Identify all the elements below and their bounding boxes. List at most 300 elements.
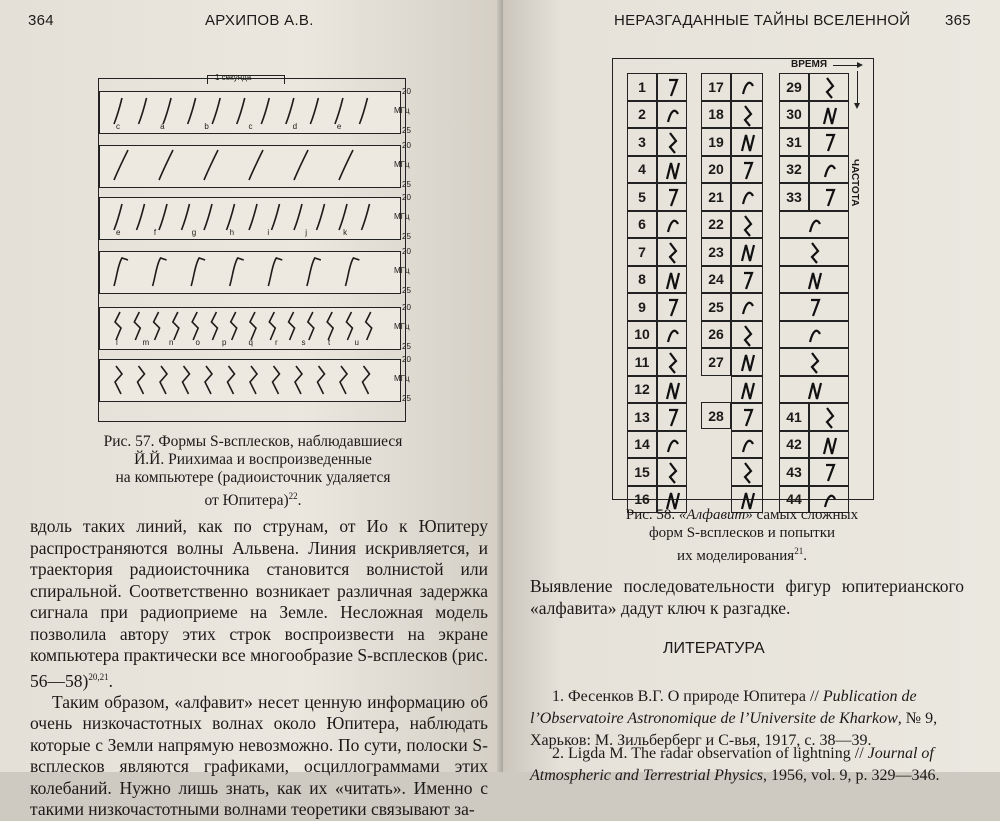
freq-bottom-label: 25 <box>402 232 411 241</box>
burst-mark <box>237 98 245 124</box>
grid-glyph-cell <box>809 458 849 486</box>
glyph-drawing <box>732 432 764 460</box>
freq-unit-label: МГц <box>394 160 410 169</box>
burst-mark <box>250 366 257 394</box>
grid-glyph-cell <box>731 128 763 156</box>
burst-mark <box>183 366 190 394</box>
glyph-drawing <box>810 74 850 102</box>
grid-glyph-cell <box>809 403 849 431</box>
glyph-stroke <box>812 243 818 263</box>
glyph-stroke <box>825 495 835 506</box>
grid-glyph-cell <box>731 403 763 431</box>
strip-letter: q <box>248 338 253 347</box>
strip-letter: d <box>292 122 298 131</box>
strip-letter: e <box>116 228 121 237</box>
grid-number-cell: 20 <box>701 156 731 184</box>
burst-mark <box>249 204 257 230</box>
glyph-stroke <box>812 353 818 373</box>
strip-letter: m <box>142 338 150 347</box>
burst-mark <box>345 258 359 286</box>
burst-mark <box>295 366 302 394</box>
strip-letter: n <box>169 338 174 347</box>
grid-number-cell: 9 <box>627 293 657 321</box>
glyph-drawing <box>732 294 764 322</box>
glyph-drawing <box>810 404 850 432</box>
burst-strip <box>99 87 411 135</box>
figure-57 <box>98 73 411 422</box>
glyph-drawing <box>658 212 688 240</box>
grid-glyph-cell <box>657 458 687 486</box>
burst-mark <box>366 312 372 340</box>
grid-number-cell: 10 <box>627 321 657 349</box>
glyph-drawing <box>732 239 764 267</box>
glyph-stroke <box>668 440 678 451</box>
caption-58-line-2: форм S-всплесков и попытки <box>648 525 836 541</box>
grid-number-cell: 44 <box>779 486 809 514</box>
burst-mark <box>204 150 218 180</box>
grid-glyph-cell <box>657 238 687 266</box>
grid-number-cell: 26 <box>701 321 731 349</box>
strip-letter: r <box>275 338 278 347</box>
figure-58-caption <box>612 506 872 565</box>
burst-mark <box>261 98 269 124</box>
glyph-drawing <box>780 349 850 377</box>
glyph-drawing <box>732 322 764 350</box>
caption-line-4: от Юпитера)$^{22}$. <box>204 491 302 510</box>
strip-plot <box>100 252 400 293</box>
right-page-number: 365 <box>945 12 971 29</box>
glyph-stroke <box>827 408 833 428</box>
grid-glyph-cell <box>779 376 849 404</box>
freq-bottom-label: 25 <box>402 394 411 403</box>
grid-glyph-cell <box>779 266 849 294</box>
grid-glyph-cell <box>731 156 763 184</box>
burst-mark <box>188 98 196 124</box>
glyph-stroke <box>810 330 820 341</box>
glyph-stroke <box>743 440 753 451</box>
grid-glyph-cell <box>809 183 849 211</box>
time-label: ВРЕМЯ <box>791 59 828 70</box>
grid-number-cell: 6 <box>627 211 657 239</box>
strip-letter: j <box>305 228 308 237</box>
grid-number-cell: 18 <box>701 101 731 129</box>
grid-glyph-cell <box>657 183 687 211</box>
grid-glyph-cell <box>657 321 687 349</box>
glyph-drawing <box>732 404 764 432</box>
burst-mark <box>137 204 145 230</box>
glyph-drawing <box>732 74 764 102</box>
grid-glyph-cell <box>731 101 763 129</box>
grid-number-cell: 42 <box>779 431 809 459</box>
burst-mark <box>160 366 167 394</box>
grid-glyph-cell <box>657 348 687 376</box>
freq-bottom-label: 25 <box>402 126 411 135</box>
right-body-text: Выявление последовательности фигур юпитерианского «алфавита» дадут ключ к разгадке. <box>530 576 964 618</box>
grid-glyph-cell <box>657 211 687 239</box>
time-arrowhead-icon <box>857 62 863 68</box>
strip-letter: i <box>267 228 270 237</box>
glyph-stroke <box>669 190 677 206</box>
grid-number-cell: 30 <box>779 101 809 129</box>
grid-number-cell: 22 <box>701 211 731 239</box>
burst-mark <box>163 98 171 124</box>
freq-arrow <box>857 71 858 105</box>
grid-glyph-cell <box>657 128 687 156</box>
burst-mark <box>159 204 167 230</box>
burst-mark <box>268 258 282 286</box>
grid-number-cell: 24 <box>701 266 731 294</box>
grid-glyph-cell <box>731 266 763 294</box>
glyph-stroke <box>742 135 754 151</box>
glyph-stroke <box>827 78 833 98</box>
grid-number-cell: 5 <box>627 183 657 211</box>
time-arrow <box>833 65 857 66</box>
freq-top-label: 20 <box>402 247 411 256</box>
grid-glyph-cell <box>731 321 763 349</box>
burst-mark <box>249 150 263 180</box>
grid-glyph-cell <box>731 238 763 266</box>
grid-glyph-cell <box>657 101 687 129</box>
burst-mark <box>192 312 198 340</box>
glyph-stroke <box>744 163 752 179</box>
burst-mark <box>211 312 217 340</box>
burst-strip <box>99 247 411 295</box>
burst-mark <box>250 312 256 340</box>
grid-glyph-cell <box>731 183 763 211</box>
right-running-header: НЕРАЗГАДАННЫЕ ТАЙНЫ ВСЕЛЕННОЙ <box>614 12 911 29</box>
burst-mark <box>273 366 280 394</box>
left-running-header: АРХИПОВ А.В. <box>205 12 314 29</box>
glyph-stroke <box>670 353 676 373</box>
burst-mark <box>362 204 370 230</box>
caption-line-3: на компьютере (радиоисточник удаляется <box>115 469 391 486</box>
burst-mark <box>227 204 235 230</box>
glyph-drawing <box>780 377 850 405</box>
freq-top-label: 20 <box>402 355 411 364</box>
glyph-stroke <box>826 465 834 481</box>
grid-glyph-cell <box>657 266 687 294</box>
strip-letter: l <box>116 338 118 347</box>
burst-strip <box>99 141 411 189</box>
grid-number-cell: 32 <box>779 156 809 184</box>
strip-letter: f <box>153 228 157 237</box>
grid-number-cell: 3 <box>627 128 657 156</box>
glyph-drawing <box>732 349 764 377</box>
grid-glyph-cell <box>731 348 763 376</box>
glyph-drawing <box>810 459 850 487</box>
grid-number-cell: 15 <box>627 458 657 486</box>
strip-plot <box>100 360 400 401</box>
glyph-stroke <box>745 463 751 483</box>
burst-mark <box>310 98 318 124</box>
strip-letter: o <box>195 338 200 347</box>
grid-number-cell: 13 <box>627 403 657 431</box>
burst-mark <box>340 366 347 394</box>
grid-number-cell: 16 <box>627 486 657 514</box>
glyph-stroke <box>809 273 821 289</box>
burst-mark <box>115 312 121 340</box>
grid-number-cell: 29 <box>779 73 809 101</box>
glyph-drawing <box>810 157 850 185</box>
grid-number-cell: 43 <box>779 458 809 486</box>
glyph-stroke <box>825 165 835 176</box>
glyph-drawing <box>658 432 688 460</box>
strip-letter: c <box>248 122 253 131</box>
strip-letter: b <box>204 122 209 131</box>
glyph-stroke <box>668 220 678 231</box>
strip-letter: g <box>191 228 197 237</box>
glyph-drawing <box>658 184 688 212</box>
grid-glyph-cell <box>731 211 763 239</box>
left-body-text <box>30 516 488 821</box>
glyph-drawing <box>732 157 764 185</box>
freq-top-label: 20 <box>402 193 411 202</box>
glyph-stroke <box>670 463 676 483</box>
grid-number-cell: 17 <box>701 73 731 101</box>
burst-mark <box>317 204 325 230</box>
grid-glyph-cell <box>657 156 687 184</box>
strip-letter: e <box>336 122 342 131</box>
grid-number-cell: 11 <box>627 348 657 376</box>
caption-58-line-3: их моделирования$^{21}$. <box>677 546 807 564</box>
burst-mark <box>327 312 333 340</box>
grid-glyph-cell <box>809 128 849 156</box>
glyph-drawing <box>658 322 688 350</box>
burst-strip <box>99 355 411 403</box>
glyph-stroke <box>745 106 751 126</box>
glyph-stroke <box>667 273 679 289</box>
glyph-stroke <box>667 163 679 179</box>
burst-mark <box>139 98 147 124</box>
glyph-drawing <box>810 184 850 212</box>
burst-mark <box>154 312 160 340</box>
grid-glyph-cell <box>657 431 687 459</box>
burst-mark <box>134 312 140 340</box>
glyph-drawing <box>658 129 688 157</box>
strip-letter: p <box>222 338 227 347</box>
glyph-stroke <box>669 300 677 316</box>
glyph-drawing <box>658 349 688 377</box>
burst-mark <box>231 312 237 340</box>
glyph-stroke <box>809 383 821 399</box>
grid-number-cell: 33 <box>779 183 809 211</box>
glyph-stroke <box>745 216 751 236</box>
burst-mark <box>230 258 244 286</box>
glyph-stroke <box>669 410 677 426</box>
freq-label: ЧАСТОТА <box>849 159 860 207</box>
glyph-drawing <box>732 377 764 405</box>
burst-mark <box>138 366 145 394</box>
glyph-drawing <box>658 459 688 487</box>
burst-mark <box>114 150 128 180</box>
grid-number-cell: 2 <box>627 101 657 129</box>
burst-mark <box>212 98 220 124</box>
freq-bottom-label: 25 <box>402 342 411 351</box>
grid-glyph-cell <box>657 403 687 431</box>
grid-number-cell: 4 <box>627 156 657 184</box>
glyph-drawing <box>810 432 850 460</box>
burst-mark <box>115 366 122 394</box>
strip-letter: t <box>328 338 331 347</box>
grid-number-cell: 8 <box>627 266 657 294</box>
freq-top-label: 20 <box>402 141 411 150</box>
glyph-drawing <box>732 184 764 212</box>
grid-glyph-cell <box>809 156 849 184</box>
paragraph-1: вдоль таких линий, как по струнам, от Ио к Юпитеру распространяются волны Альвена. Линия искривляется, и траектория радиоисточника становится волнистой или спиральной. Соответственно возникает различная задержка сигнала при радиоприеме на Земле. Несложная модель позволила автору этих строк воспроизвести на экране компьютера практически все многообразие S-всплесков (рис. 56—58)$^{20,21}$. <box>30 516 488 691</box>
grid-glyph-cell <box>809 73 849 101</box>
grid-glyph-cell <box>731 293 763 321</box>
burst-mark <box>204 204 212 230</box>
glyph-stroke <box>667 383 679 399</box>
burst-mark <box>294 204 302 230</box>
burst-strip <box>99 303 411 351</box>
glyph-drawing <box>780 267 850 295</box>
glyph-drawing <box>810 129 850 157</box>
glyph-drawing <box>658 404 688 432</box>
grid-glyph-cell <box>809 431 849 459</box>
burst-mark <box>269 312 275 340</box>
grid-number-cell: 25 <box>701 293 731 321</box>
glyph-stroke <box>668 330 678 341</box>
glyph-stroke <box>826 135 834 151</box>
burst-mark <box>308 312 314 340</box>
burst-mark <box>114 98 122 124</box>
glyph-stroke <box>670 243 676 263</box>
glyph-stroke <box>826 190 834 206</box>
strip-letter: c <box>116 122 120 131</box>
burst-strip <box>99 193 411 241</box>
burst-mark <box>272 204 280 230</box>
burst-mark <box>346 312 352 340</box>
grid-glyph-cell <box>779 238 849 266</box>
glyph-drawing <box>780 294 850 322</box>
strip-plot <box>100 198 400 239</box>
burst-mark <box>173 312 179 340</box>
literature-title: ЛИТЕРАТУРА <box>663 640 765 657</box>
burst-mark <box>294 150 308 180</box>
burst-mark <box>289 312 295 340</box>
glyph-drawing <box>732 102 764 130</box>
burst-mark <box>307 258 321 286</box>
strip-plot <box>100 146 400 187</box>
glyph-drawing <box>732 267 764 295</box>
glyph-drawing <box>732 459 764 487</box>
burst-mark <box>318 366 325 394</box>
reference-1: 1. Фесенков В.Г. О природе Юпитера // Publication de l’Observatoire Astronomique de l’Universite de Kharkow, № 9, Харьков: М. Зильберберг и С-вья, 1917, с. 38—39. <box>530 688 938 749</box>
glyph-stroke <box>669 80 677 96</box>
freq-arrowhead-icon <box>854 103 860 109</box>
burst-mark <box>159 150 173 180</box>
grid-number-cell: 7 <box>627 238 657 266</box>
glyph-stroke <box>742 383 754 399</box>
glyph-drawing <box>658 157 688 185</box>
glyph-drawing <box>658 74 688 102</box>
glyph-stroke <box>811 300 819 316</box>
glyph-stroke <box>810 220 820 231</box>
grid-glyph-cell <box>657 73 687 101</box>
grid-number-cell: 19 <box>701 128 731 156</box>
caption-line-2: Й.Й. Риихимаа и воспроизведенные <box>134 451 372 468</box>
strip-letter: u <box>354 338 359 347</box>
glyph-stroke <box>744 273 752 289</box>
caption-line-1: Рис. 57. Формы S-всплесков, наблюдавшиеся <box>103 433 403 450</box>
burst-mark <box>363 366 370 394</box>
glyph-stroke <box>670 133 676 153</box>
strip-letter: h <box>229 228 235 237</box>
figure-58-alphabet-grid <box>612 58 874 508</box>
grid-number-cell: 28 <box>701 402 731 430</box>
freq-unit-label: МГц <box>394 322 410 331</box>
grid-number-cell: 21 <box>701 183 731 211</box>
glyph-drawing <box>780 212 850 240</box>
burst-mark <box>205 366 212 394</box>
grid-number-cell: 31 <box>779 128 809 156</box>
freq-top-label: 20 <box>402 303 411 312</box>
glyph-stroke <box>743 303 753 314</box>
grid-glyph-cell <box>731 73 763 101</box>
freq-unit-label: МГц <box>394 374 410 383</box>
strip-letter: a <box>160 122 165 131</box>
burst-mark <box>182 204 190 230</box>
glyph-drawing <box>658 102 688 130</box>
strip-letter: k <box>343 228 348 237</box>
glyph-stroke <box>824 108 836 124</box>
grid-number-cell: 12 <box>627 376 657 404</box>
glyph-drawing <box>658 267 688 295</box>
glyph-drawing <box>732 129 764 157</box>
glyph-stroke <box>742 355 754 371</box>
grid-glyph-cell <box>731 431 763 459</box>
glyph-stroke <box>824 438 836 454</box>
grid-glyph-cell <box>657 293 687 321</box>
grid-glyph-cell <box>731 376 763 404</box>
grid-glyph-cell <box>809 101 849 129</box>
burst-mark <box>191 258 205 286</box>
grid-glyph-cell <box>731 458 763 486</box>
glyph-stroke <box>743 83 753 94</box>
glyph-drawing <box>810 102 850 130</box>
reference-2: 2. Ligda M. The radar observation of lightning // Journal of Atmospheric and Terrestrial Physics, 1956, vol. 9, p. 329—346. <box>530 745 940 784</box>
glyph-drawing <box>732 212 764 240</box>
glyph-drawing <box>780 239 850 267</box>
grid-glyph-cell <box>657 376 687 404</box>
burst-mark <box>339 150 353 180</box>
grid-number-cell: 41 <box>779 403 809 431</box>
burst-mark <box>114 258 128 286</box>
freq-unit-label: МГц <box>394 266 410 275</box>
freq-bottom-label: 25 <box>402 180 411 189</box>
grid-number-cell: 23 <box>701 238 731 266</box>
glyph-stroke <box>743 193 753 204</box>
glyph-stroke <box>742 245 754 261</box>
glyph-drawing <box>780 322 850 350</box>
burst-mark <box>228 366 235 394</box>
scale-label: 1 секунда <box>215 73 252 82</box>
grid-glyph-cell <box>779 211 849 239</box>
grid-number-cell: 27 <box>701 348 731 376</box>
grid-number-cell: 14 <box>627 431 657 459</box>
freq-top-label: 20 <box>402 87 411 96</box>
freq-bottom-label: 25 <box>402 286 411 295</box>
freq-unit-label: МГц <box>394 212 410 221</box>
glyph-stroke <box>668 110 678 121</box>
burst-mark <box>153 258 167 286</box>
burst-mark <box>114 204 122 230</box>
grid-glyph-cell <box>779 293 849 321</box>
grid-number-cell: 1 <box>627 73 657 101</box>
burst-mark <box>359 98 367 124</box>
figure-57-caption <box>88 433 418 510</box>
